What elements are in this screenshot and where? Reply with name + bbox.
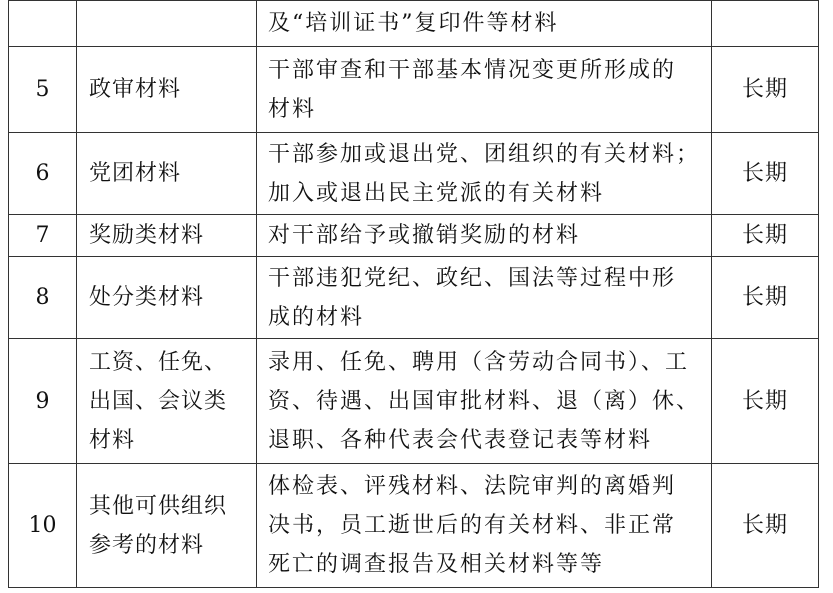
category-cell xyxy=(77,339,257,464)
row-number-cell: 8 xyxy=(9,257,77,339)
content-line: 资、待遇、出国审批材料、退（离）休、 xyxy=(268,388,701,414)
row-number-cell: 6 xyxy=(9,133,77,215)
retention-term-cell: 长期 xyxy=(712,464,819,588)
category-line: 奖励类材料 xyxy=(89,223,205,248)
content-line: 死亡的调查报告及相关材料等等 xyxy=(268,552,605,577)
content-cell xyxy=(257,133,712,215)
row-number-cell: 9 xyxy=(9,339,77,464)
content-line: 干部参加或退出党、团组织的有关材料； xyxy=(268,141,701,167)
row-number-cell: 5 xyxy=(9,47,77,133)
content-line: 体检表、评残材料、法院审判的离婚判 xyxy=(268,474,677,499)
table-row xyxy=(9,133,819,215)
content-line: 干部审查和干部基本情况变更所形成的 xyxy=(268,57,677,83)
category-cell xyxy=(77,133,257,215)
category-line: 政审材料 xyxy=(89,77,182,102)
category-cell xyxy=(77,47,257,133)
retention-term-cell xyxy=(712,1,819,47)
category-line: 材料 xyxy=(89,427,136,453)
content-line: 对干部给予或撤销奖励的材料 xyxy=(268,223,581,248)
table-row xyxy=(9,215,819,257)
table-row xyxy=(9,47,819,133)
content-line: 干部违犯党纪、政纪、国法等过程中形 xyxy=(268,265,677,291)
content-cell xyxy=(257,339,712,464)
row-number-cell: 10 xyxy=(9,464,77,588)
content-line: 退职、各种代表会代表登记表等材料 xyxy=(268,427,653,453)
table-row xyxy=(9,257,819,339)
content-cell xyxy=(257,215,712,257)
table-row xyxy=(9,464,819,588)
category-line: 工资、任免、 xyxy=(89,349,228,375)
content-line: 加入或退出民主党派的有关材料 xyxy=(268,180,605,206)
retention-term-cell: 长期 xyxy=(712,47,819,133)
content-cell xyxy=(257,464,712,588)
row-number-cell xyxy=(9,1,77,47)
content-cell xyxy=(257,1,712,47)
content-line: 决书，员工逝世后的有关材料、非正常 xyxy=(268,513,677,538)
category-line: 党团材料 xyxy=(89,161,182,186)
table-row xyxy=(9,339,819,464)
category-cell xyxy=(77,1,257,47)
category-cell xyxy=(77,464,257,588)
records-table xyxy=(8,0,819,588)
category-line: 出国、会议类 xyxy=(89,388,228,414)
content-line: 成的材料 xyxy=(268,304,365,330)
category-cell xyxy=(77,215,257,257)
table-row xyxy=(9,1,819,47)
content-line: 材料 xyxy=(268,96,317,122)
category-line: 其他可供组织 xyxy=(89,493,228,519)
row-number-cell: 7 xyxy=(9,215,77,257)
category-line: 参考的材料 xyxy=(89,532,205,558)
retention-term-cell: 长期 xyxy=(712,133,819,215)
content-cell xyxy=(257,47,712,133)
content-cell xyxy=(257,257,712,339)
category-cell xyxy=(77,257,257,339)
content-line: 及“培训证书”复印件等材料 xyxy=(268,11,559,36)
retention-term-cell: 长期 xyxy=(712,215,819,257)
content-line: 录用、任免、聘用（含劳动合同书）、工 xyxy=(268,349,690,375)
category-line: 处分类材料 xyxy=(89,285,205,310)
retention-term-cell: 长期 xyxy=(712,339,819,464)
retention-term-cell: 长期 xyxy=(712,257,819,339)
